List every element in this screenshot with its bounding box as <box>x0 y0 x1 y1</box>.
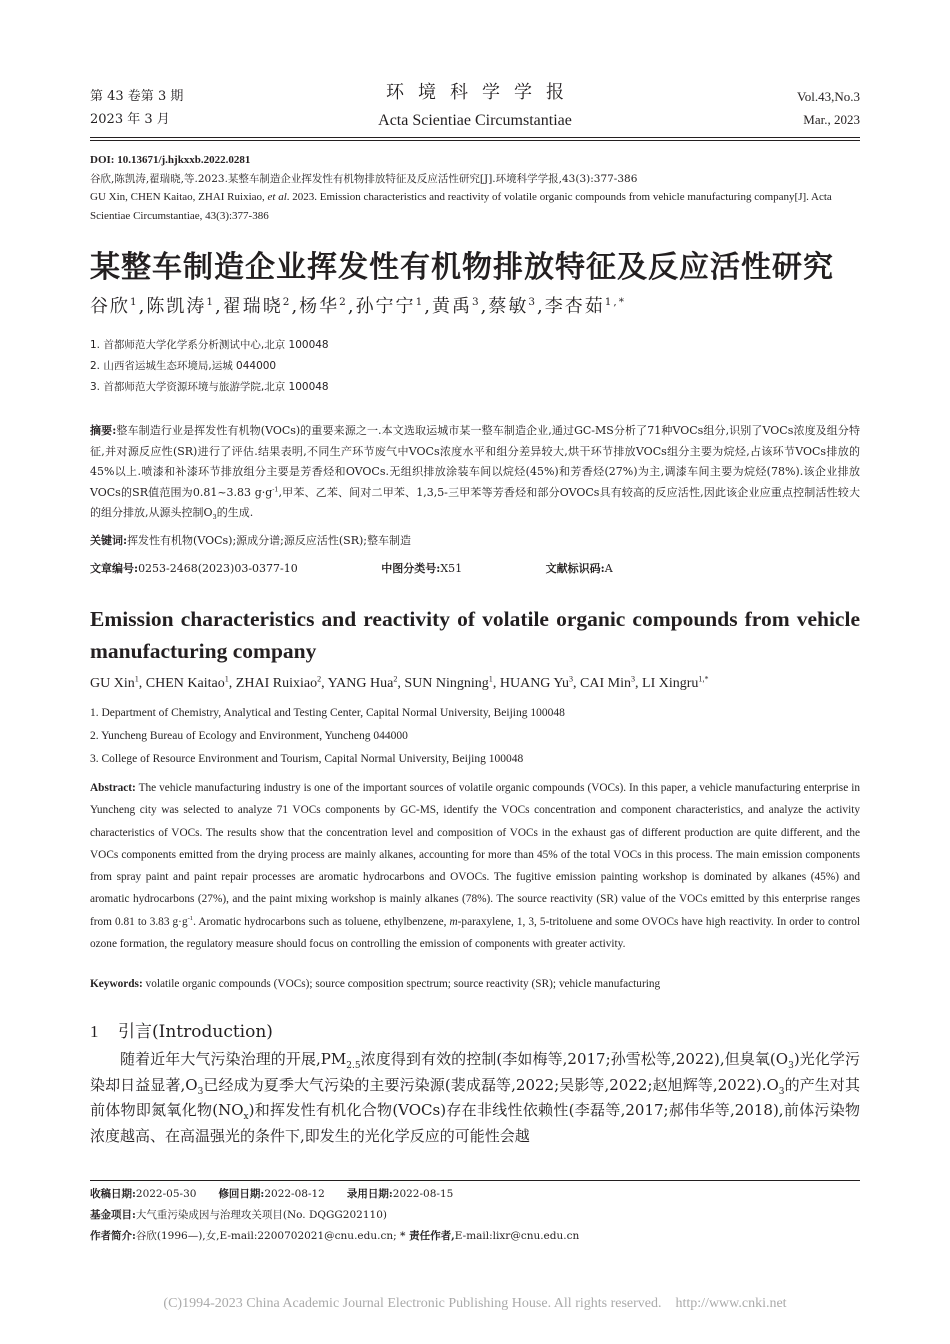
author-en-7: CAI Min$^3$, <box>580 674 643 691</box>
issue-info-en <box>797 85 860 131</box>
bio-line: 作者简介:谷欣(1996—),女,E-mail:2200702021@cnu.edu.cn; * 责任作者,E-mail:lixr@cnu.edu.cn <box>90 1230 580 1242</box>
author-en-2: CHEN Kaitao$^1$, <box>145 674 236 691</box>
affiliation-en-1: 1. Department of Chemistry, Analytical and Testing Center, Capital Normal University, Beijing 100048 <box>90 707 565 719</box>
paper-title-cn: 某整车制造企业挥发性有机物排放特征及反应活性研究 <box>90 250 834 285</box>
keywords-cn: 关键词:挥发性有机物(VOCs);源成分谱;源反应活性(SR);整车制造 <box>90 534 411 547</box>
author-cn-3: 翟瑞晓$^2$, <box>222 296 300 317</box>
author-list-en <box>90 676 709 692</box>
author-cn-1: 谷欣$^1$, <box>90 296 147 317</box>
header-rule-thin <box>90 140 860 141</box>
volume-issue-en: Vol.43,No.3 <box>797 89 860 104</box>
keywords-cn-label: 关键词: <box>90 534 128 547</box>
author-list-cn <box>90 292 626 318</box>
volume-issue: 第 43 卷第 3 期 <box>90 89 184 104</box>
author-cn-6: 黄禹$^3$, <box>431 296 489 317</box>
paper-title-en: Emission characteristics and reactivity of volatile organic compounds from vehicle manufacturing company <box>90 607 860 663</box>
abstract-cn-label: 摘要: <box>90 424 117 437</box>
copyright-watermark: (C)1994-2023 China Academic Journal Electronic Publishing House. All rights reserved. http://www.cnki.net <box>163 1296 787 1311</box>
author-cn-4: 杨华$^2$, <box>299 296 356 317</box>
abstract-en: Abstract: The vehicle manufacturing industry is one of the important sources of volatile organic compounds (VOCs). In this paper, a vehicle manufacturing enterprise in Yuncheng city was selected to analyze 71 VOCs components by GC-MS, identify the VOCs concentration and component characteristics, and analyze the activity characteristics of VOCs. The results show that the concentration level and composition of VOCs in the exhaust gas of different production are quite different, and the VOCs components emitted from the drying process are mainly alkanes, accounting for more than 45% of the total VOCs in this process. The main emission components from spray paint and paint repair processes are aromatic hydrocarbons and OVOCs. The fugitive emission painting workshop is dominated by alkanes (45%) and aromatic hydrocarbons (27%), and the paint mixing workshop is mainly alkanes (78%). The source reactivity (SR) value of the VOCs emitted by this enterprise ranges from 0.81 to 3.83 $g\cdot g^{-1}$. Aromatic hydrocarbons such as toluene, ethylbenzene, m-paraxylene, 1, 3, 5-tritoluene and some OVOCs have high reactivity. In order to control ozone formation, the regulatory measure should focus on controlling the emission of components with greater activity. <box>90 782 861 951</box>
citation-block <box>90 151 860 225</box>
affiliations-cn <box>90 335 329 398</box>
abstract-cn: 摘要:整车制造行业是挥发性有机物(VOCs)的重要来源之一.本文选取运城市某一整车制造企业,通过GC-MS分析了71种VOCs组分,识别了VOCs浓度及组分特征,并对源反应性(SR)进行了评估.结果表明,不同生产环节废气中VOCs浓度水平和组分差异较大,烘干环节排放VOCs组分主要为烷烃,占该环节VOCs排放的45%以上.喷漆和补漆环节排放组分主要是芳香烃和OVOCs.无组织排放涂装车间以烷烃(45%)和芳香烃(27%)为主,调漆车间主要为烷烃(78%).该企业排放VOCs的SR值范围为0.81~3.83 $g\cdot g^{-1}$,甲苯、乙苯、间对二甲苯、1,3,5-三甲苯等芳香烃和部分OVOCs具有较高的反应活性,因此该企业应重点控制活性较大的组分排放,从源头控制$O_3$的生成. <box>90 424 860 522</box>
author-en-1: GU Xin$^1$, <box>90 674 146 691</box>
author-en-8: LI Xingru$^{1,*}$ <box>642 674 709 691</box>
citation-cn: 谷欣,陈凯涛,翟瑞晓,等.2023.某整车制造企业挥发性有机物排放特征及反应活性研究[J].环境科学学报,43(3):377-386 <box>90 172 638 185</box>
author-cn-5: 孙宁宁$^1$, <box>355 296 432 317</box>
abstract-en-label: Abstract: <box>90 782 136 794</box>
author-en-5: SUN Ningning$^1$, <box>404 674 500 691</box>
article-number: 文章编号:0253-2468(2023)03-0377-10 <box>90 562 298 575</box>
journal-name-cn: 环境科学学报 <box>386 82 578 103</box>
footnote-rule <box>90 1180 860 1181</box>
affiliation-cn-2: 2. 山西省运城生态环境局,运城 044000 <box>90 360 277 372</box>
author-cn-7: 蔡敏$^3$, <box>488 296 545 317</box>
issue-date-en: Mar., 2023 <box>803 112 860 127</box>
journal-name-en: Acta Scientiae Circumstantiae <box>378 112 572 129</box>
author-cn-2: 陈凯涛$^1$, <box>146 296 223 317</box>
affiliation-en-3: 3. College of Resource Environment and Tourism, Capital Normal University, Beijing 100048 <box>90 753 524 765</box>
keywords-en: Keywords: volatile organic compounds (VOCs); source composition spectrum; source reactivity (SR); vehicle manufacturing <box>90 978 661 990</box>
issue-date: 2023 年 3 月 <box>90 112 170 127</box>
header-rule <box>90 137 860 138</box>
introduction-paragraph: 随着近年大气污染治理的开展$,PM_{2.5}$浓度得到有效的控制(李如梅等,2017;孙雪松等,2022),但臭氧$(O_3)$光化学污染却日益显著$,O_3$已经成为夏季大气污染的主要污染源(裴成磊等,2022;吴影等,2022;赵旭辉等$,2022).O_3$的产生对其前体物即氮氧化物$(NO_x)$和挥发性有机化合物(VOCs)存在非线性依赖性(李磊等,2017;郝伟华等,2018),前体污染物浓度越高、在高温强光的条件下,即发生的光化学反应的可能性会越 <box>90 1050 860 1145</box>
author-en-4: YANG Hua$^2$, <box>327 674 405 691</box>
fund-line: 基金项目:大气重污染成因与治理攻关项目(No. DQGG202110) <box>90 1209 387 1221</box>
author-cn-8: 李杏茹$^{1,*}$ <box>544 296 626 317</box>
citation-en: GU Xin, CHEN Kaitao, ZHAI Ruixiao, et al. 2023. Emission characteristics and reactivity of volatile organic compounds from vehicle manufacturing company[J]. Acta Scientiae Circumstantiae, 43(3):377-386 <box>90 191 832 222</box>
dates-line: 收稿日期:2022-05-30 修回日期:2022-08-12 录用日期:2022-08-15 <box>90 1188 454 1200</box>
clc-number: 中图分类号:X51 <box>381 562 463 575</box>
doi[interactable]: DOI: 10.13671/j.hjkxxb.2022.0281 <box>90 154 251 166</box>
author-en-6: HUANG Yu$^3$, <box>499 674 581 691</box>
keywords-en-label: Keywords: <box>90 978 143 990</box>
affiliation-cn-1: 1. 首都师范大学化学系分析测试中心,北京 100048 <box>90 339 329 351</box>
affiliation-cn-3: 3. 首都师范大学资源环境与旅游学院,北京 100048 <box>90 381 329 393</box>
section-heading-introduction: 1 引言(Introduction) <box>90 1022 273 1042</box>
document-code: 文献标识码:A <box>545 562 613 575</box>
affiliations-en <box>90 702 565 771</box>
author-en-3: ZHAI Ruixiao$^2$, <box>235 674 328 691</box>
article-meta-cn <box>90 560 693 576</box>
affiliation-en-2: 2. Yuncheng Bureau of Ecology and Environment, Yuncheng 044000 <box>90 730 408 742</box>
footnotes <box>90 1184 860 1247</box>
